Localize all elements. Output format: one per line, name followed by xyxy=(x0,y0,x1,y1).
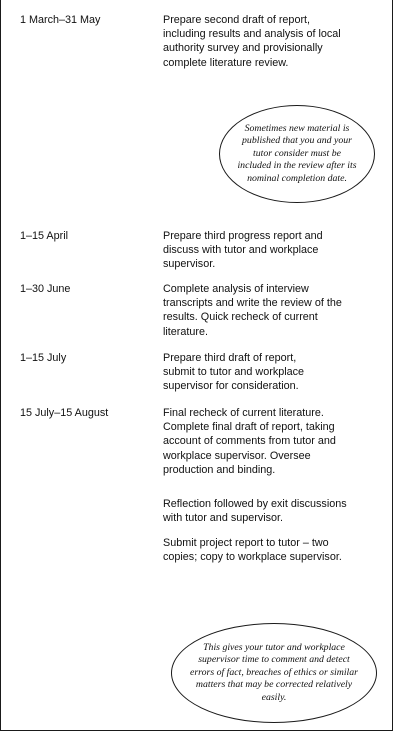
schedule-task: Reflection followed by exit discussions with tutor and supervisor. xyxy=(163,498,347,525)
schedule-date: 1–15 July xyxy=(20,352,67,364)
schedule-task: Prepare third progress report and discuss with tutor and workplace supervisor. xyxy=(163,230,323,271)
schedule-date: 1–15 April xyxy=(20,230,69,242)
note-text: Sometimes new material is published that you and your tutor consider must be included in the review after its nominal completion date. xyxy=(237,122,357,184)
schedule-task: Prepare third draft of report, submit to tutor and workplace supervisor for consideration. xyxy=(163,352,305,393)
schedule-date: 15 July–15 August xyxy=(20,407,109,419)
note-text: This gives your tutor and workplace supervisor time to comment and detect errors of fact, breaches of ethics or similar matters that may be corrected relatively easily. xyxy=(190,641,358,703)
schedule-task: Final recheck of current literature. Complete final draft of report, taking account of comments from tutor and workplace supervisor. Oversee production and binding. xyxy=(163,407,336,476)
note-oval xyxy=(171,623,377,723)
schedule-date: 1 March–31 May xyxy=(20,14,101,26)
schedule-task: Submit project report to tutor – two copies; copy to workplace supervisor. xyxy=(163,537,342,564)
schedule-task: Prepare second draft of report, including results and analysis of local authority survey and provisionally complete literature review. xyxy=(163,14,341,69)
note-oval xyxy=(219,105,375,203)
schedule-task: Complete analysis of interview transcripts and write the review of the results. Quick recheck of current literature. xyxy=(163,283,342,338)
schedule-date: 1–30 June xyxy=(20,283,71,295)
